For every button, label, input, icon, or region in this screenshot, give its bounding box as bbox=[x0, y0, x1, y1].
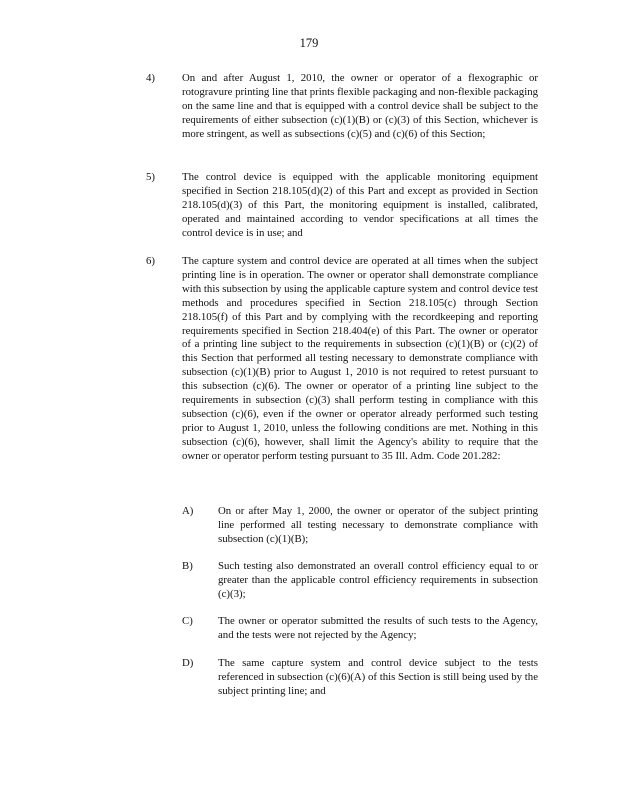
sub-item-text: The same capture system and control device subject to the tests referenced in subsection (c)(6)(A) of this Section is still being used by the subject printing line; and bbox=[218, 657, 538, 697]
list-item bbox=[146, 255, 538, 464]
item-number: 4) bbox=[146, 72, 155, 84]
item-text: On and after August 1, 2010, the owner or operator of a flexographic or rotogravure printing line that prints flexible packaging and non-flexible packaging on the same line and that is equipped with a control device shall be subject to the requirements of either subsection (c)(1)(B) or (c)(3) of this Section, whichever is more stringent, as well as subsections (c)(5) and (c)(6) of this Section; bbox=[182, 72, 538, 140]
sub-item-text: On or after May 1, 2000, the owner or operator of the subject printing line performed all testing necessary to demonstrate compliance with subsection (c)(1)(B); bbox=[218, 505, 538, 545]
list-item bbox=[146, 171, 538, 241]
sub-item-letter: B) bbox=[182, 560, 193, 572]
item-text: The control device is equipped with the applicable monitoring equipment specified in Section 218.105(d)(2) of this Part and except as provided in Section 218.105(d)(3) of this Part, the monitoring equipment is installed, calibrated, operated and maintained according to vendor specifications at all times the control device is in use; and bbox=[182, 171, 538, 239]
page-number: 179 bbox=[299, 36, 319, 50]
item-number: 5) bbox=[146, 171, 155, 183]
list-item bbox=[146, 72, 538, 142]
item-number: 6) bbox=[146, 255, 155, 267]
sub-item-letter: D) bbox=[182, 657, 194, 669]
sub-item-text: Such testing also demonstrated an overall control efficiency equal to or greater than the applicable control efficiency requirements in subsection (c)(3); bbox=[218, 560, 538, 600]
sub-list-item bbox=[182, 505, 538, 547]
sub-item-letter: A) bbox=[182, 505, 194, 517]
sub-list-item bbox=[182, 615, 538, 643]
sub-item-letter: C) bbox=[182, 615, 193, 627]
sub-list-item bbox=[182, 657, 538, 699]
item-text: The capture system and control device are operated at all times when the subject printing line is in operation. The owner or operator shall demonstrate compliance with this subsection by using the applicable capture system and control device test methods and procedures specified in Section 218.105(c) through Section 218.105(f) of this Part and by complying with the recordkeeping and reporting requirements specified in Section 218.404(e) of this Part. The owner or operator of a printing line subject to the requirements in subsection (c)(1)(B) or (c)(2) of this Section that performed all testing necessary to demonstrate compliance with subsection (c)(1)(B) prior to August 1, 2010 is not required to retest pursuant to this subsection (c)(6). The owner or operator of a printing line subject to the requirements in subsection (c)(3) shall perform testing in compliance with this subsection (c)(6), even if the owner or operator already performed such testing prior to August 1, 2010, unless the following conditions are met. Nothing in this subsection (c)(6), however, shall limit the Agency's ability to require that the owner or operator perform testing pursuant to 35 Ill. Adm. Code 201.282: bbox=[182, 255, 538, 462]
sub-list-item bbox=[182, 560, 538, 602]
sub-item-text: The owner or operator submitted the results of such tests to the Agency, and the tests were not rejected by the Agency; bbox=[218, 615, 538, 641]
